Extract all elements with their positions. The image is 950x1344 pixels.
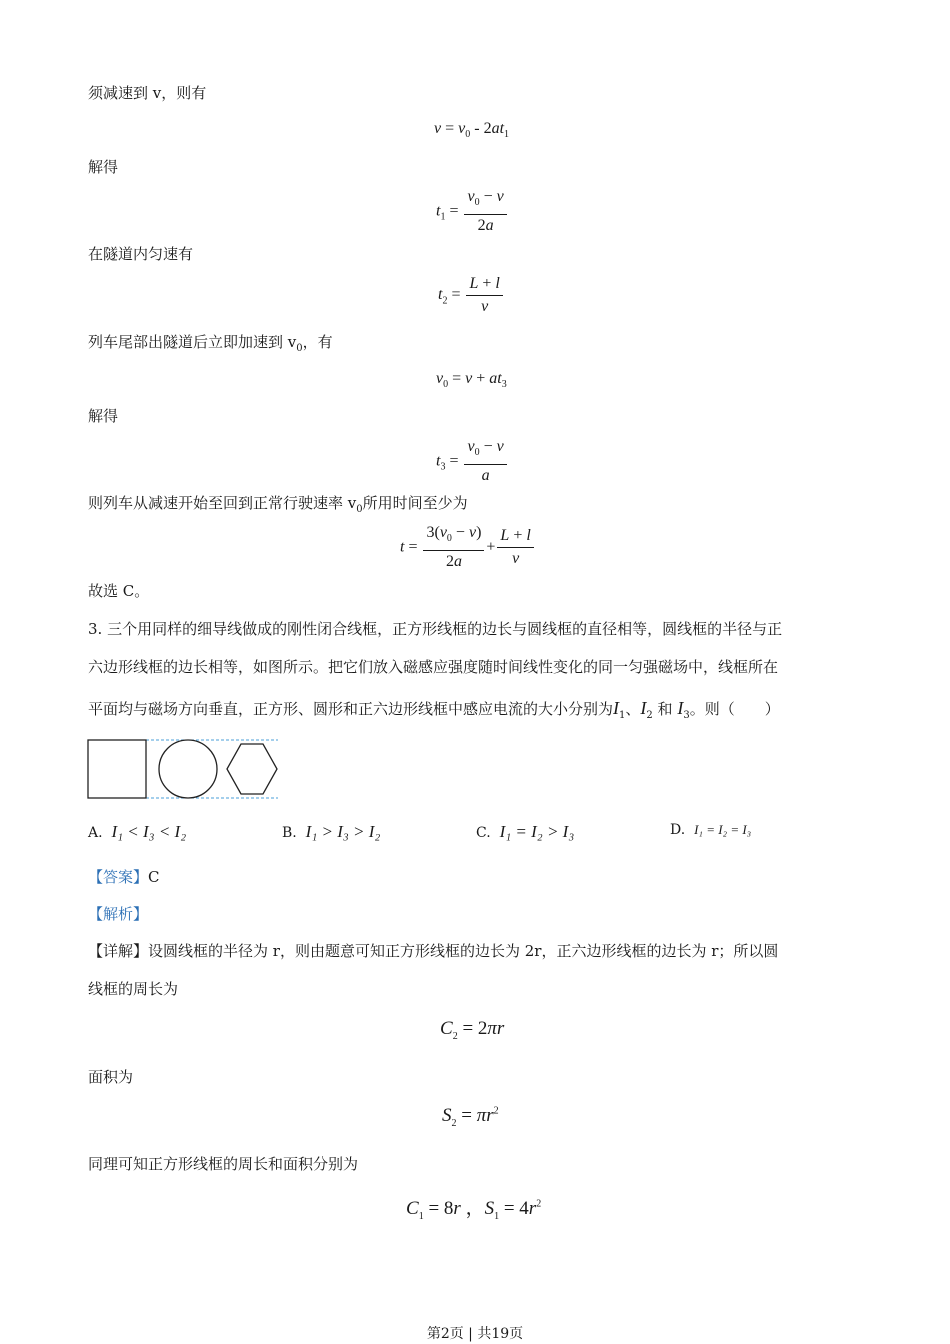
page-footer: 第2页 | 共19页 (426, 1326, 524, 1342)
circle-coil (159, 740, 217, 798)
text-line-4-main: 列车尾部出隧道后立即加速到 v (88, 333, 297, 351)
question-text-3-tail: 。则（ ） (689, 700, 780, 718)
text-line-1: 须减速到 v，则有 (88, 84, 207, 102)
detail-line-2: 线框的周长为 (88, 980, 179, 998)
text-line-6b: 所用时间至少为 (362, 494, 468, 512)
text-line-3: 在隧道内匀速有 (88, 245, 194, 263)
answer-tag: 【答案】 (88, 868, 149, 886)
option-b-label: B. (282, 825, 297, 841)
answer-line (88, 866, 160, 888)
answer-value: C (148, 868, 160, 886)
text-line-7: 故选 C。 (88, 582, 150, 600)
equation-t1: $t_1$ = $\frac{v_0 - v}{2a}$ (436, 186, 509, 237)
equation-c1-s1: $C_1 = 8r$ ，$S_1 = 4r^2$ (406, 1198, 542, 1222)
detail-tag: 【详解】 (88, 942, 149, 960)
option-c-label: C. (476, 825, 491, 841)
square-coil (88, 740, 146, 798)
detail-text-1: 设圆线框的半径为 r，则由题意可知正方形线框的边长为 2r，正六边形线框的边长为 r；所以圆 (148, 942, 779, 960)
detail-line-1 (88, 940, 778, 962)
analysis-tag: 【解析】 (88, 905, 149, 923)
option-a[interactable] (88, 822, 186, 842)
square-label: 同理可知正方形线框的周长和面积分别为 (88, 1155, 359, 1173)
option-c-expr: I₁ = I₂ > I₃ (499, 822, 575, 841)
analysis-line (88, 903, 148, 925)
text-line-4-sub: 0 (296, 343, 303, 354)
option-d[interactable] (670, 822, 751, 838)
text-line-6-sub: 0 (356, 504, 363, 515)
area-label: 面积为 (88, 1068, 134, 1086)
question-3-line-2: 六边形线框的边长相等，如图所示。把它们放入磁感应强度随时间线性变化的同一匀强磁场中，线框所在 (88, 658, 779, 676)
text-line-6a: 则列车从减速开始至回到正常行驶速率 v (88, 494, 357, 512)
question-number: 3. (88, 620, 103, 638)
equation-t2: $t_2$ = $\frac{L + l}{v}$ (438, 273, 505, 318)
option-a-expr: I₁ < I₃ < I₂ (111, 822, 187, 841)
equation-s2: $S_2 = \pi r^2$ (442, 1105, 499, 1129)
equation-v: $v = v_0 - 2at_1$ (434, 120, 510, 141)
option-a-label: A. (88, 825, 103, 841)
question-text-1: 三个用同样的细导线做成的刚性闭合线框，正方形线框的边长与圆线框的直径相等，圆线框的半径与正 (107, 620, 783, 638)
text-line-2: 解得 (88, 158, 119, 176)
equation-v0: $v_0 = v + at_3$ (436, 370, 507, 391)
equation-t3: $t_3$ = $\frac{v_0 - v}{a}$ (436, 436, 509, 487)
question-3-line-3: 平面均与磁场方向垂直，正方形、圆形和正六边形线框中感应电流的大小分别为$I_1$、$I_2$ 和 $I_3$。则（ ） (88, 698, 780, 721)
text-line-4-end: ，有 (302, 333, 333, 351)
option-b-expr: I₁ > I₃ > I₂ (305, 822, 381, 841)
text-line-4 (88, 331, 333, 360)
text-line-6 (88, 492, 468, 521)
question-3-line-1 (88, 618, 782, 640)
option-b[interactable] (282, 822, 380, 842)
option-d-expr: I₁ = I₂ = I₃ (694, 822, 752, 837)
coil-figure (86, 738, 281, 802)
equation-c2: $C_2 = 2\pi r$ (440, 1018, 505, 1042)
option-c[interactable] (476, 822, 574, 842)
text-line-5: 解得 (88, 407, 119, 425)
equation-t-total: t = $\frac{3(v_0 - v)}{2a}$ + $\frac{L + l}{v}$ (400, 522, 536, 573)
option-d-label: D. (670, 822, 686, 838)
question-text-3: 平面均与磁场方向垂直，正方形、圆形和正六边形线框中感应电流的大小分别为 (88, 700, 614, 718)
hexagon-coil (227, 744, 277, 794)
